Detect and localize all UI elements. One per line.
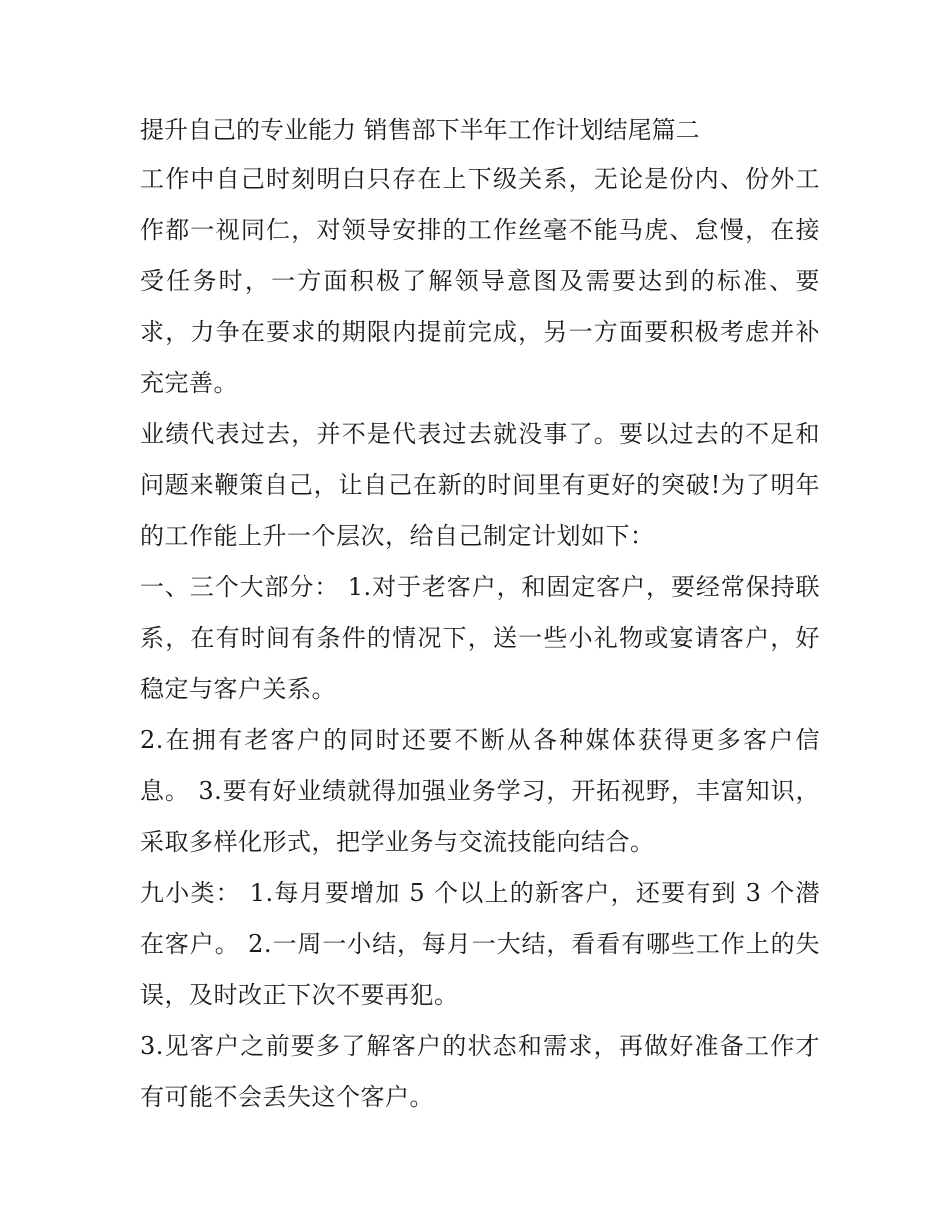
document-body bbox=[140, 112, 820, 1123]
paragraph-new-clients-info: 2.在拥有老客户的同时还要不断从各种媒体获得更多客户信息。 3.要有好业绩就得加强业务学习，开拓视野，丰富知识，采取多样化形式，把学业务与交流技能向结合。 bbox=[140, 726, 820, 856]
paragraph-client-preparation: 3.见客户之前要多了解客户的状态和需求，再做好准备工作才有可能不会丢失这个客户。 bbox=[140, 1032, 820, 1111]
paragraph-work-attitude: 工作中自己时刻明白只存在上下级关系，无论是份内、份外工作都一视同仁，对领导安排的工作丝毫不能马虎、怠慢，在接受任务时，一方面积极了解领导意图及需要达到的标准、要求，力争在要求的期限内提前完成，另一方面要积极考虑并补充完善。 bbox=[140, 165, 820, 397]
paragraph-three-parts: 一、三个大部分： 1.对于老客户，和固定客户，要经常保持联系，在有时间有条件的情况下，送一些小礼物或宴请客户，好稳定与客户关系。 bbox=[140, 573, 820, 703]
document-title: 提升自己的专业能力 销售部下半年工作计划结尾篇二 bbox=[140, 116, 700, 144]
paragraph-performance: 业绩代表过去，并不是代表过去就没事了。要以过去的不足和问题来鞭策自己，让自己在新的时间里有更好的突破!为了明年的工作能上升一个层次，给自己制定计划如下： bbox=[140, 420, 820, 550]
paragraph-nine-categories: 九小类： 1.每月要增加 5 个以上的新客户，还要有到 3 个潜在客户。 2.一周一小结，每月一大结，看看有哪些工作上的失误，及时改正下次不要再犯。 bbox=[140, 879, 820, 1009]
